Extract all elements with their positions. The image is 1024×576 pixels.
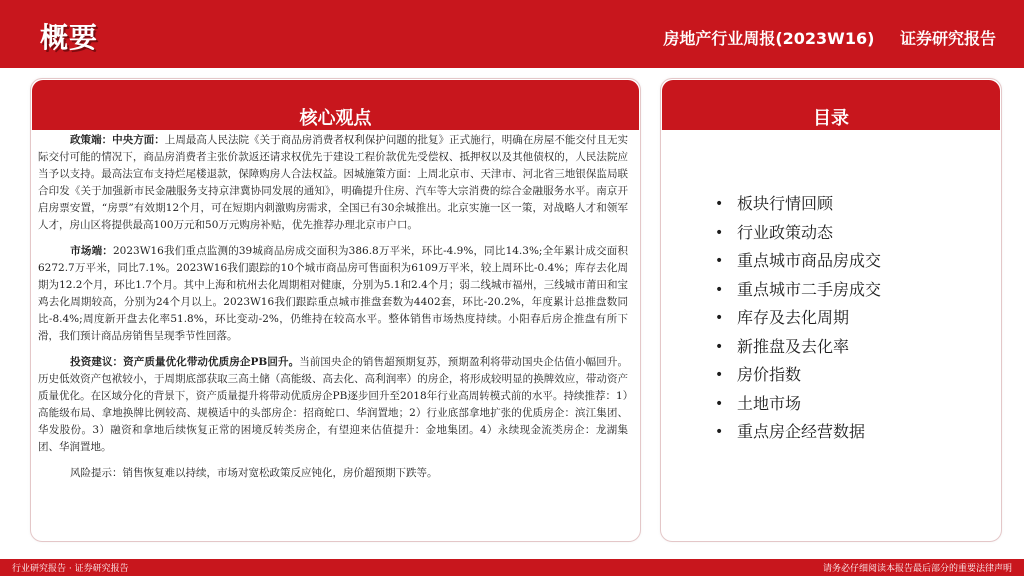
toc-item[interactable]: • 重点城市商品房成交 <box>715 247 881 276</box>
toc-item[interactable]: • 库存及去化周期 <box>715 304 881 333</box>
footer-bar <box>0 559 1024 576</box>
footer-left-text: 行业研究报告 · 证券研究报告 <box>12 564 129 574</box>
toc-item[interactable]: • 重点房企经营数据 <box>715 418 881 447</box>
toc-item[interactable]: • 房价指数 <box>715 361 881 390</box>
core-panel-header <box>32 80 639 130</box>
risk-paragraph: 风险提示：销售恢复难以持续，市场对宽松政策反应钝化，房价超预期下跌等。 <box>70 467 438 479</box>
toc-item[interactable]: • 土地市场 <box>715 390 881 419</box>
toc-item[interactable]: • 板块行情回顾 <box>715 190 881 219</box>
investment-paragraph: 投资建议：资产质量优化带动优质房企PB回升。当前国央企的销售超预期复苏，预期盈利将带动国央企估值小幅回升。历史低效资产包袱较小，于周期底部获取三高土储（高能级、高去化、高利润率）的房企，将形成较明显的换牌效应，带动资产质量优化。在区域分化的背景下，资产质量提升将带动优质房企PB逐步回升至2018年行业高周转模式前的水平。持续推荐：1）高能级布局、拿地换牌比例较高、规模适中的头部房企：招商蛇口、华润置地；2）行业底部拿地扩张的优质房企：滨江集团、华发股份。3）融资和拿地后续恢复正常的困境反转类房企，有望迎来估值提升：金地集团。4）永续现金流类房企：龙湖集团、华润置地。 <box>38 356 629 453</box>
core-title: 核心观点 <box>299 108 372 129</box>
toc-panel-header <box>662 80 1000 130</box>
toc-item[interactable]: • 行业政策动态 <box>715 219 881 248</box>
toc-title: 目录 <box>813 108 849 129</box>
toc-list <box>715 190 881 447</box>
footer-disclaimer: 请务必仔细阅读本报告最后部分的重要法律声明 <box>822 564 1012 574</box>
policy-paragraph: 政策端：中央方面：上周最高人民法院《关于商品房消费者权利保护问题的批复》正式施行，明确在房屋不能交付且无实际交付可能的情况下，商品房消费者主张价款返还请求权优先于建设工程价款优先受偿权、抵押权以及其他债权的，人民法院应当予以支持。最高法宣布支持烂尾楼退款，保障购房人合法权益。因城施策方面：上周北京市、天津市、河北省三地银保监局联合印发《关于加强新市民金融服务支持京津冀协同发展的通知》，明确提升住房、汽车等大宗消费的综合金融服务水平。南京开启房票安置，“房票”有效期12个月，可在短期内刺激购房需求，全国已有30余城推出。北京实施一区一策，对战略人才和领军人才，房山区将提供最高100万元和50万元购房补贴，优先推荐办理北京市户口。 <box>38 134 629 231</box>
toc-item[interactable]: • 新推盘及去化率 <box>715 333 881 362</box>
report-type: 证券研究报告 <box>899 29 996 48</box>
report-title <box>643 26 996 49</box>
page-title: 概要 <box>40 21 99 54</box>
toc-item[interactable]: • 重点城市二手房成交 <box>715 276 881 305</box>
market-paragraph: 市场端：2023W16我们重点监测的39城商品房成交面积为386.8万平米，环比-4.9%，同比14.3%;全年累计成交面积6272.7万平米，同比7.1%。2023W16我们跟踪的10个城市商品房可售面积为6109万平米，较上周环比-0.4%；库存去化周期为12.2个月，环比1.7个月。其中上海和杭州去化周期相对健康，分别为5.1和2.4个月；弱二线城市福州，三线城市莆田和宝鸡去化周期较高，分别为24个月以上。2023W16我们跟踪重点城市推盘套数为4402套，环比-20.2%，年度累计总推盘数同比-8.4%;周度新开盘去化率51.8%，环比变动-2%，仍维持在较高水平。整体销售市场热度持续。小阳春后房企推盘有所下滑，我们预计商品房销售呈现季节性回落。 <box>38 245 628 342</box>
core-content <box>38 132 628 491</box>
header-bar <box>0 0 1024 68</box>
report-name: 房地产行业周报(2023W16) <box>663 29 875 48</box>
